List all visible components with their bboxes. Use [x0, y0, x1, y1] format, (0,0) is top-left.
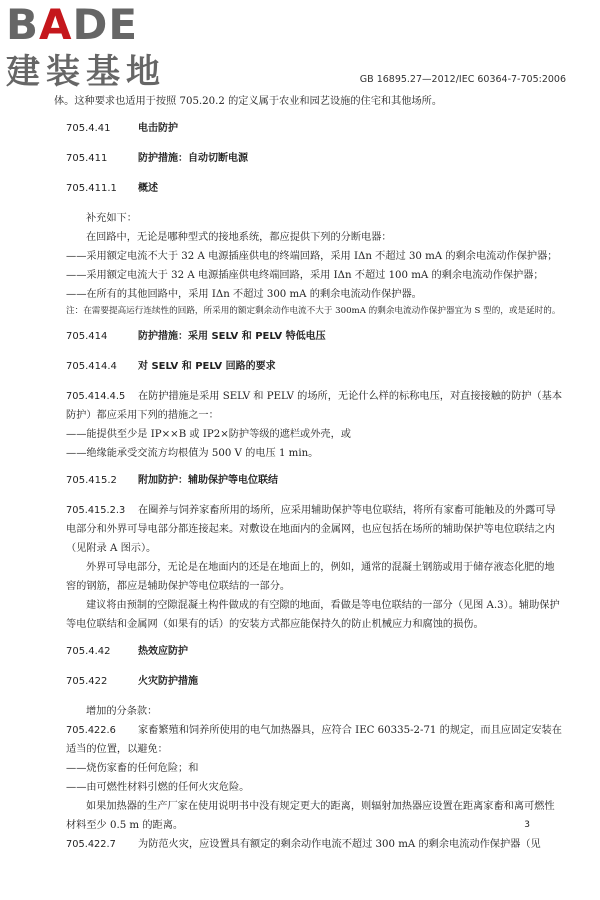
heading-705-4-42: 705.4.42 热效应防护 — [66, 646, 188, 657]
paragraph: 建议将由预制的空隙混凝土构件做成的有空隙的地面，看做是等电位联结的一部分（见图 A.3）。辅助保护等电位联结和金属网（如果有的话）的安装方式都应能保持久的防止机械应力和腐蚀的损伤。 — [66, 600, 560, 630]
paragraph: 在回路中，无论是哪种型式的接地系统，都应提供下列的分断电器： — [86, 232, 392, 243]
paragraph: 外界可导电部分，无论是在地面内的还是在地面上的，例如，通常的混凝土钢筋或用于储存液态化肥的地窖的钢筋，都应是辅助保护等电位联结的一部分。 — [66, 562, 555, 592]
heading-705-414: 705.414 防护措施：采用 SELV 和 PELV 特低电压 — [66, 331, 326, 342]
dash-item: ——在所有的其他回路中，采用 IΔn 不超过 300 mA 的剩余电流动作保护器。 — [66, 289, 422, 300]
dash-item: ——采用额定电流大于 32 A 电源插座供电终端回路，采用 IΔn 不超过 100 mA 的剩余电流动作保护器； — [66, 270, 544, 281]
supplement-label: 补充如下： — [86, 213, 137, 224]
intro-text: 体。这种要求也适用于按照 705.20.2 的定义属于农业和园艺设施的住宅和其他场所。 — [54, 96, 443, 107]
dash-item: ——能提供至少是 IP××B 或 IP2×防护等级的遮栏或外壳，或 — [66, 429, 351, 440]
paragraph: 如果加热器的生产厂家在使用说明书中没有规定更大的距离，则辐射加热器应设置在距离家畜和离可燃性材料至少 0.5 m 的距离。 — [66, 801, 555, 831]
heading-705-411-1: 705.411.1 概述 — [66, 183, 158, 194]
heading-705-4-41: 705.4.41 电击防护 — [66, 123, 178, 134]
heading-705-415-2: 705.415.2 附加防护：辅助保护等电位联结 — [66, 475, 278, 486]
note: 注：在需要提高运行连续性的回路，所采用的额定剩余动作电流不大于 300mA 的剩余电流动作保护器宜为 S 型的，或是延时的。 — [66, 306, 561, 316]
dash-item: ——采用额定电流不大于 32 A 电源插座供电的终端回路，采用 IΔn 不超过 30 mA 的剩余电流动作保护器； — [66, 251, 558, 262]
standard-id: GB 16895.27—2012/IEC 60364-7-705:2006 — [359, 74, 566, 85]
logo-subtitle: 建装基地 — [6, 52, 166, 92]
brand-logo — [6, 2, 176, 92]
clause-705-422-6: 705.422.6 家畜繁殖和饲养所使用的电气加热器具，应符合 IEC 60335-2-71 的规定，而且应固定安装在适当的位置，以避免： — [66, 725, 562, 755]
clause-705-415-2-3: 705.415.2.3 在圈养与饲养家畜所用的场所，应采用辅助保护等电位联结，将所有家畜可能触及的外露可导电部分和外界可导电部分都连接起来。对敷设在地面内的金属网，也应包括在场所的辅助保护等电位联结之内（见附录 A 图示）。 — [66, 505, 556, 554]
heading-705-422: 705.422 火灾防护措施 — [66, 676, 198, 687]
logo-wordmark: BADE — [6, 0, 139, 49]
dash-item: ——烧伤家畜的任何危险；和 — [66, 763, 199, 774]
heading-705-411: 705.411 防护措施：自动切断电源 — [66, 153, 248, 164]
clause-705-414-4-5: 705.414.4.5 在防护措施是采用 SELV 和 PELV 的场所，无论什么样的标称电压，对直接接触的防护（基本防护）都应采用下列的措施之一： — [66, 391, 563, 421]
dash-item: ——由可燃性材料引燃的任何火灾危险。 — [66, 782, 250, 793]
added-subclauses-label: 增加的分条款： — [86, 706, 158, 717]
heading-705-414-4: 705.414.4 对 SELV 和 PELV 回路的要求 — [66, 361, 276, 372]
page-number: 3 — [524, 820, 530, 830]
document-body — [54, 92, 564, 854]
clause-705-422-7: 705.422.7 为防范火灾，应设置具有额定的剩余动作电流不超过 300 mA 的剩余电流动作保护器（见 — [66, 839, 541, 850]
dash-item: ——绝缘能承受交流方均根值为 500 V 的电压 1 min。 — [66, 448, 319, 459]
